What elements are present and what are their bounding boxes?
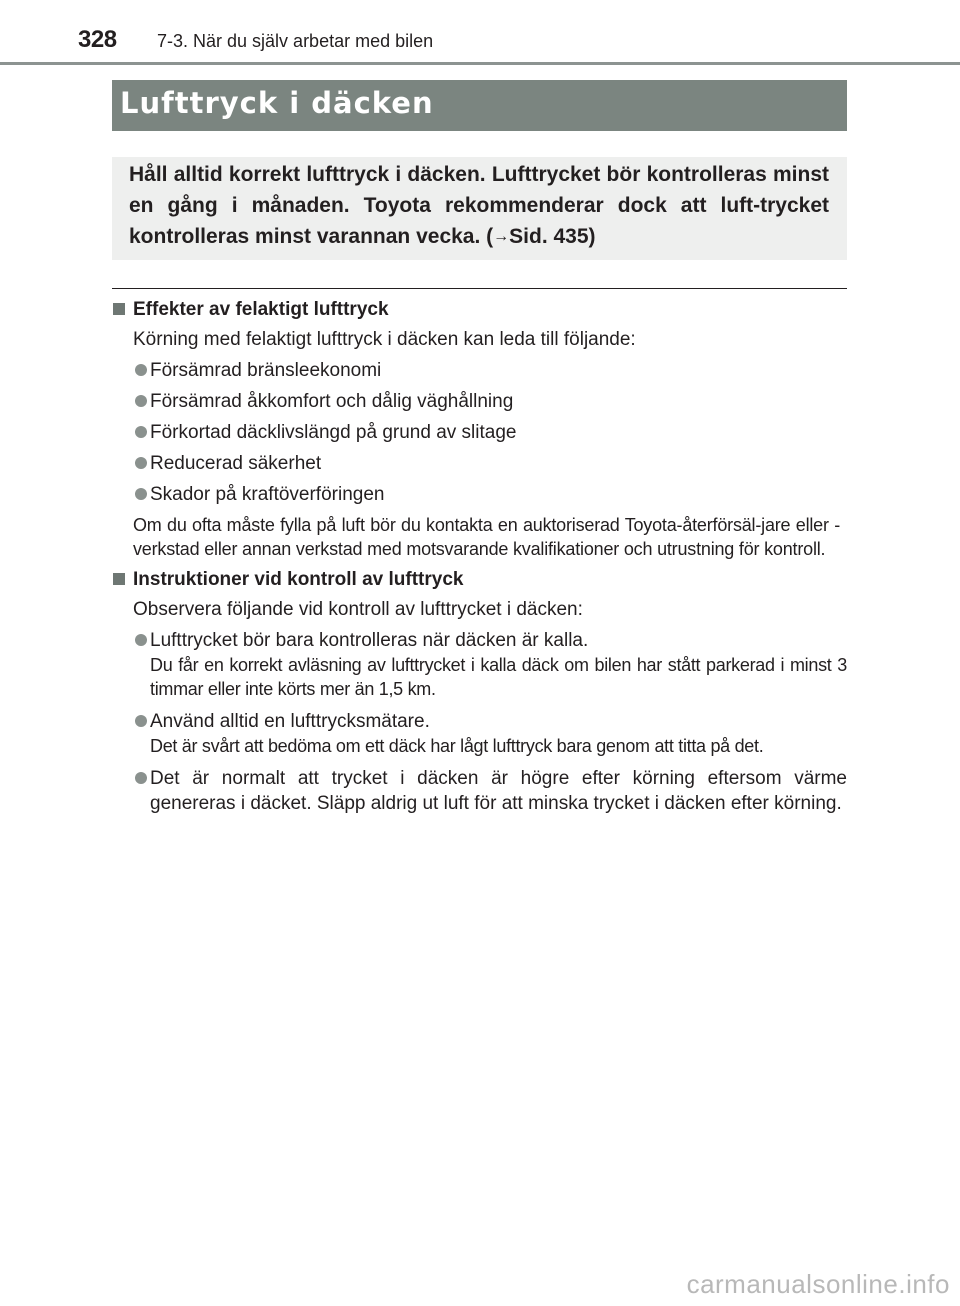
watermark: carmanualsonline.info bbox=[686, 1269, 950, 1299]
list-item: Försämrad åkkomfort och dålig väghållning bbox=[112, 389, 847, 414]
section-heading-instructions: Instruktioner vid kontroll av lufttryck bbox=[112, 567, 847, 593]
list-item: Förkortad däcklivslängd på grund av slitage bbox=[112, 420, 847, 445]
section-closing: Om du ofta måste fylla på luft bör du kontakta en auktoriserad Toyota-återförsäl-jare eller -verkstad eller annan verkstad med motsvarande kvalifikationer och utrustning för kontroll. bbox=[133, 515, 840, 559]
arrow-icon: → bbox=[493, 228, 510, 245]
intro-box bbox=[112, 157, 847, 260]
page-number: 328 bbox=[78, 26, 117, 53]
list-item: Reducerad säkerhet bbox=[112, 451, 847, 476]
page-reference-link[interactable]: Sid. 435) bbox=[509, 225, 596, 248]
main-content bbox=[112, 297, 847, 816]
page-title: Lufttryck i däcken bbox=[120, 86, 434, 120]
section-lead: Observera följande vid kontroll av lufttrycket i däcken: bbox=[133, 599, 583, 620]
round-bullet-icon bbox=[135, 457, 147, 469]
list-item: Skador på kraftöverföringen bbox=[112, 482, 847, 507]
effects-list bbox=[112, 358, 847, 507]
round-bullet-icon bbox=[135, 395, 147, 407]
intro-text bbox=[129, 159, 829, 252]
section-lead: Körning med felaktigt lufttryck i däcken kan leda till följande: bbox=[133, 329, 636, 350]
item-detail: Du får en korrekt avläsning av lufttrycket i kalla däck om bilen har stått parkerad i minst 3 timmar eller inte körts mer än 1,5 km. bbox=[150, 655, 847, 699]
section-divider bbox=[112, 288, 847, 289]
section-reference: 7-3. När du själv arbetar med bilen bbox=[157, 31, 434, 51]
round-bullet-icon bbox=[135, 488, 147, 500]
intro-body: Håll alltid korrekt lufttryck i däcken. Lufttrycket bör kontrolleras minst en gång i månaden. Toyota rekommenderar dock att luft-trycket kontrolleras minst varannan vecka. ( bbox=[129, 163, 829, 248]
item-main: Använd alltid en lufttrycksmätare. bbox=[150, 711, 430, 732]
round-bullet-icon bbox=[135, 715, 147, 727]
instructions-list bbox=[112, 628, 847, 816]
round-bullet-icon bbox=[135, 634, 147, 646]
section-heading-effects: Effekter av felaktigt lufttryck bbox=[112, 297, 847, 323]
round-bullet-icon bbox=[135, 364, 147, 376]
item-main: Det är normalt att trycket i däcken är högre efter körning eftersom värme genereras i däcket. Släpp aldrig ut luft för att minska trycket i däcken efter körning. bbox=[150, 768, 847, 814]
header-divider bbox=[0, 62, 960, 65]
list-item bbox=[112, 709, 847, 758]
title-bar bbox=[112, 80, 847, 131]
round-bullet-icon bbox=[135, 426, 147, 438]
page-header bbox=[0, 0, 960, 66]
list-item: Försämrad bränsleekonomi bbox=[112, 358, 847, 383]
square-bullet-icon bbox=[113, 303, 125, 315]
list-item bbox=[112, 628, 847, 701]
square-bullet-icon bbox=[113, 573, 125, 585]
list-item bbox=[112, 766, 847, 816]
item-main: Lufttrycket bör bara kontrolleras när däcken är kalla. bbox=[150, 630, 589, 651]
round-bullet-icon bbox=[135, 772, 147, 784]
item-detail: Det är svårt att bedöma om ett däck har lågt lufttryck bara genom att titta på det. bbox=[150, 736, 764, 756]
